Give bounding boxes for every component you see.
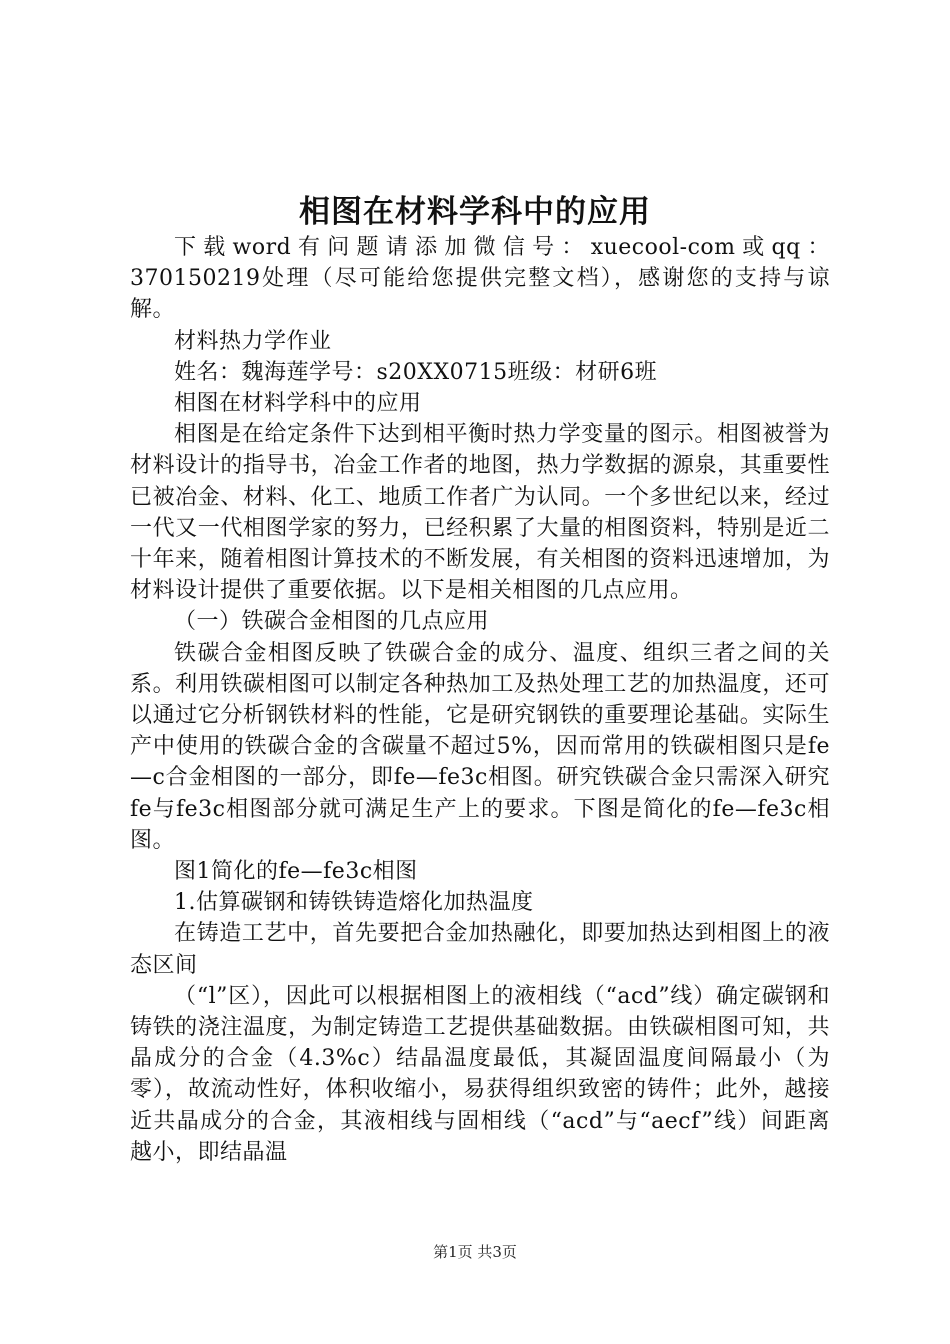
subsection-heading: （一）铁碳合金相图的几点应用 <box>174 609 490 635</box>
download-notice-paragraph: 下载word有问题请添加微信号：xuecool-com或qq：370150219处理（尽可能给您提供完整文档），感谢您的支持与谅解。 <box>130 235 830 323</box>
figure-caption: 图1简化的fe—fe3c相图 <box>174 859 418 885</box>
document-body <box>130 232 830 1168</box>
point-heading: 1.估算碳钢和铸铁铸造熔化加热温度 <box>174 890 534 916</box>
intro-paragraph: 相图是在给定条件下达到相平衡时热力学变量的图示。相图被誉为材料设计的指导书，冶金工作者的地图，热力学数据的源泉，其重要性已被冶金、材料、化工、地质工作者广为认同。一个多世纪以来，经过一代又一代相图学家的努力，已经积累了大量的相图资料，特别是近二十年来，随着相图计算技术的不断发展，有关相图的资料迅速增加，为材料设计提供了重要依据。以下是相关相图的几点应用。 <box>130 422 830 604</box>
document-title: 相图在材料学科中的应用 <box>299 194 651 230</box>
iron-carbon-paragraph: 铁碳合金相图反映了铁碳合金的成分、温度、组织三者之间的关系。利用铁碳相图可以制定各种热加工及热处理工艺的加热温度，还可以通过它分析钢铁材料的性能，它是研究钢铁的重要理论基础。实际生产中使用的铁碳合金的含碳量不超过5%，因而常用的铁碳相图只是fe—c合金相图的一部分，即fe—fe3c相图。研究铁碳合金只需深入研究fe与fe3c相图部分就可满足生产上的要求。下图是简化的fe—fe3c相图。 <box>130 640 830 853</box>
student-info: 姓名：魏海莲学号：s20XX0715班级：材研6班 <box>174 359 658 385</box>
assignment-label: 材料热力学作业 <box>174 328 332 354</box>
liquid-zone-paragraph: （“l”区），因此可以根据相图上的液相线（“acd”线）确定碳钢和铸铁的浇注温度，为制定铸造工艺提供基础数据。由铁碳相图可知，共晶成分的合金（4.3%c）结晶温度最低，其凝固温度间隔最小（为零），故流动性好，体积收缩小，易获得组织致密的铸件；此外，越接近共晶成分的合金，其液相线与固相线（“acd”与“aecf”线）间距离越小，即结晶温 <box>130 983 830 1165</box>
section-title: 相图在材料学科中的应用 <box>174 391 422 417</box>
page-footer: 第1页 共3页 <box>433 1243 517 1261</box>
casting-paragraph: 在铸造工艺中，首先要把合金加热融化，即要加热达到相图上的液态区间 <box>130 921 830 978</box>
